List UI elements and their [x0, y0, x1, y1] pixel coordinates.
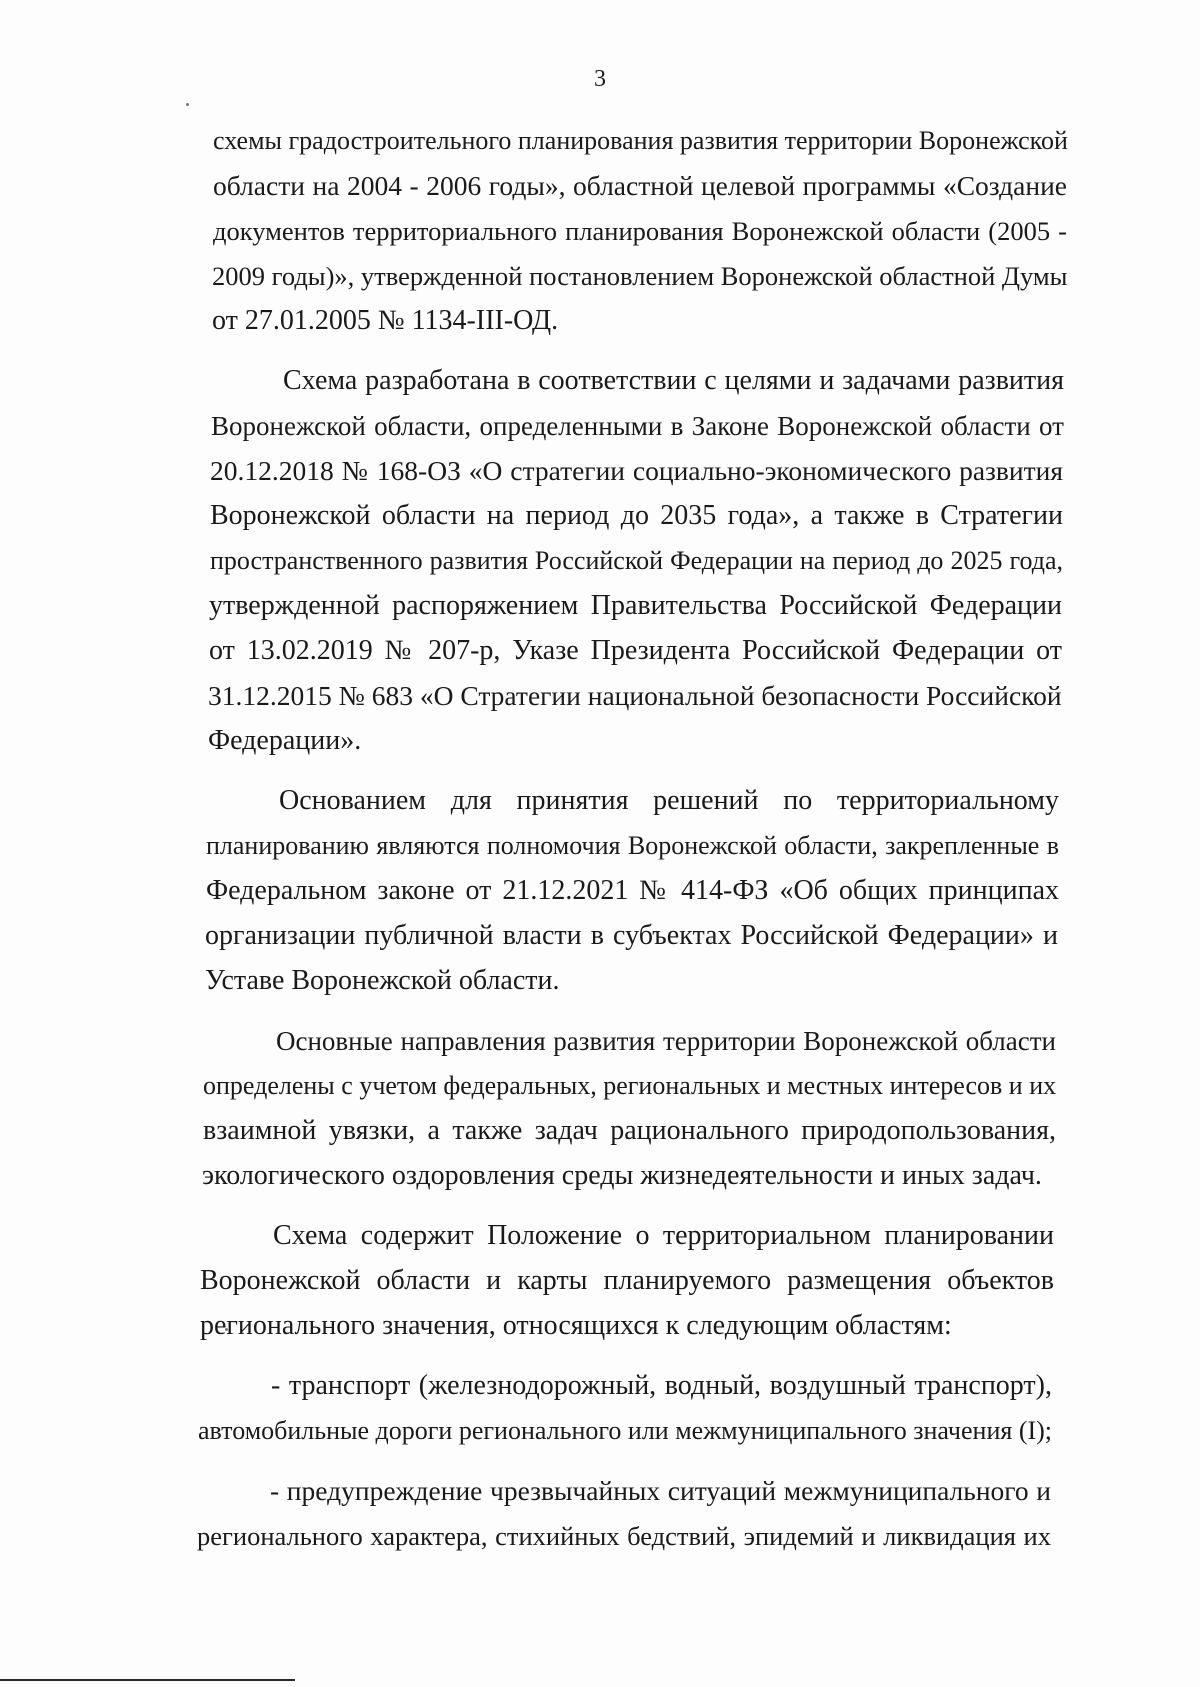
- text-line: Основные направления развития территории Воронежской области: [276, 1026, 1056, 1056]
- text-line: 31.12.2015 № 683 «О Стратегии национальной безопасности Российской: [208, 680, 1062, 711]
- scan-speck: [186, 103, 189, 106]
- text-line: 20.12.2018 № 168-ОЗ «О стратегии социально-экономического развития: [210, 455, 1063, 486]
- text-line: от 13.02.2019 № 207-р, Указе Президента Российской Федерации от: [209, 635, 1062, 666]
- text-line: пространственного развития Российской Федерации на период до 2025 года,: [210, 546, 1063, 575]
- text-line: Воронежской области и карты планируемого размещения объектов: [200, 1265, 1054, 1296]
- text-line: регионального характера, стихийных бедствий, эпидемий и ликвидация их: [197, 1521, 1051, 1551]
- text-line: области на 2004 - 2006 годы», областной целевой программы «Создание: [213, 170, 1067, 201]
- text-line: Федеральном законе от 21.12.2021 № 414-ФЗ «Об общих принципах: [206, 875, 1059, 906]
- text-line: Схема содержит Положение о территориальном планировании: [273, 1220, 1054, 1251]
- text-line: от 27.01.2005 № 1134-III-ОД.: [212, 305, 559, 336]
- text-line: - предупреждение чрезвычайных ситуаций межмуниципального и: [270, 1475, 1051, 1506]
- text-line: взаимной увязки, а также задач рационального природопользования,: [203, 1115, 1056, 1146]
- text-line: Схема разработана в соответствии с целями и задачами развития: [283, 365, 1064, 396]
- text-line: Федерации».: [208, 725, 362, 756]
- text-line: - транспорт (железнодорожный, водный, воздушный транспорт),: [271, 1370, 1052, 1401]
- text-line: утвержденной распоряжением Правительства Российской Федерации: [209, 590, 1062, 621]
- text-line: определены с учетом федеральных, региональных и местных интересов и их: [203, 1071, 1057, 1100]
- text-line: Уставе Воронежской области.: [205, 965, 560, 996]
- text-line: автомобильные дороги регионального или межмуниципального значения (I);: [198, 1416, 1053, 1445]
- text-line: документов территориального планирования Воронежской области (2005 -: [213, 216, 1067, 246]
- text-line: схемы градостроительного планирования развития территории Воронежской: [213, 126, 1068, 155]
- text-line: 2009 годы)», утвержденной постановлением Воронежской областной Думы: [212, 261, 1068, 291]
- text-line: Воронежской области на период до 2035 года», а также в Стратегии: [210, 500, 1063, 531]
- text-line: планированию являются полномочия Воронежской области, закрепленные в: [206, 831, 1059, 860]
- text-line: Основанием для принятия решений по территориальному: [279, 785, 1059, 816]
- text-line: регионального значения, относящихся к следующим областям:: [200, 1310, 952, 1341]
- bottom-rule: [0, 1679, 295, 1681]
- text-line: Воронежской области, определенными в Законе Воронежской области от: [211, 411, 1064, 441]
- text-line: организации публичной власти в субъектах Российской Федерации» и: [205, 920, 1058, 951]
- text-line: экологического оздоровления среды жизнедеятельности и иных задач.: [202, 1160, 1042, 1191]
- page-number: 3: [594, 66, 606, 92]
